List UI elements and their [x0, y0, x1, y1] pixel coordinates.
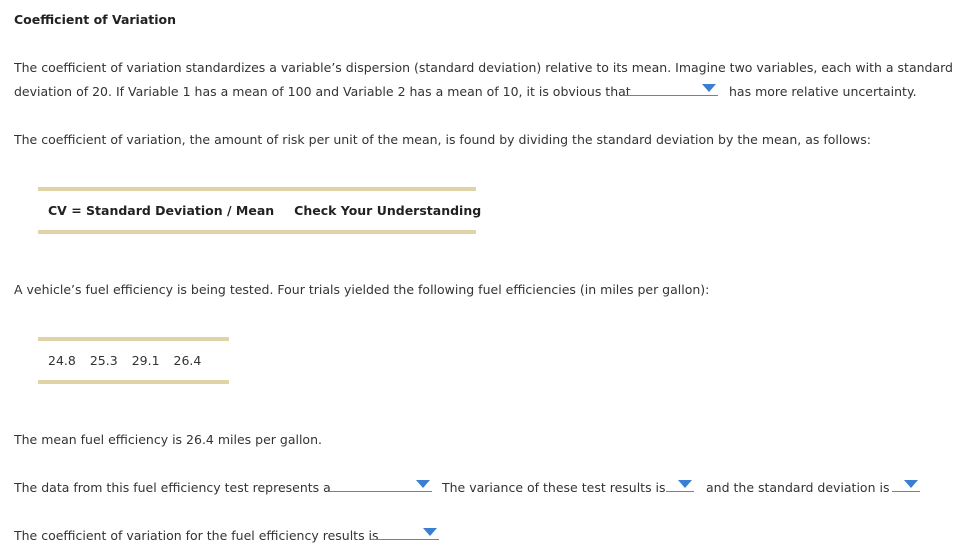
triangle-down-icon [702, 84, 716, 92]
check-understanding-label: Check Your Understanding [294, 203, 482, 218]
data-line-part-3: and the standard deviation is [706, 480, 890, 495]
trial-value: 29.1 [131, 353, 160, 368]
variable-dropdown[interactable] [622, 82, 718, 96]
intro-line-1: The coefficient of variation standardizes a variable’s dispersion (standard deviation) relative to its mean. Imagine two variables, each with a standard [14, 60, 953, 75]
triangle-down-icon [678, 480, 692, 488]
data-line-part-2: The variance of these test results is [442, 480, 666, 495]
trial-value: 26.4 [173, 353, 202, 368]
trial-value: 25.3 [89, 353, 118, 368]
triangle-down-icon [416, 480, 430, 488]
mean-text: The mean fuel efficiency is 26.4 miles per gallon. [14, 432, 322, 447]
page-title: Coefficient of Variation [14, 12, 177, 27]
data-type-dropdown[interactable] [327, 478, 432, 492]
data-line-part-1: The data from this fuel efficiency test represents a [14, 480, 331, 495]
formula-text: CV = Standard Deviation / Mean [48, 203, 275, 218]
cv-line: The coefficient of variation for the fuel efficiency results is [14, 528, 379, 543]
triangle-down-icon [904, 480, 918, 488]
intro-line-2: deviation of 20. If Variable 1 has a mean of 100 and Variable 2 has a mean of 10, it is obvious that [14, 84, 631, 99]
formula-box [38, 187, 482, 234]
variance-dropdown[interactable] [666, 478, 694, 492]
question-intro: A vehicle’s fuel efficiency is being tested. Four trials yielded the following fuel efficiencies (in miles per gallon): [14, 282, 710, 297]
intro-line-2-end: has more relative uncertainty. [729, 84, 917, 99]
formula-intro: The coefficient of variation, the amount of risk per unit of the mean, is found by dividing the standard deviation by the mean, as follows: [14, 132, 871, 147]
triangle-down-icon [423, 528, 437, 536]
std-dev-dropdown[interactable] [892, 478, 920, 492]
trials-table [38, 337, 229, 384]
cv-dropdown[interactable] [371, 526, 439, 540]
trial-value: 24.8 [48, 353, 76, 368]
